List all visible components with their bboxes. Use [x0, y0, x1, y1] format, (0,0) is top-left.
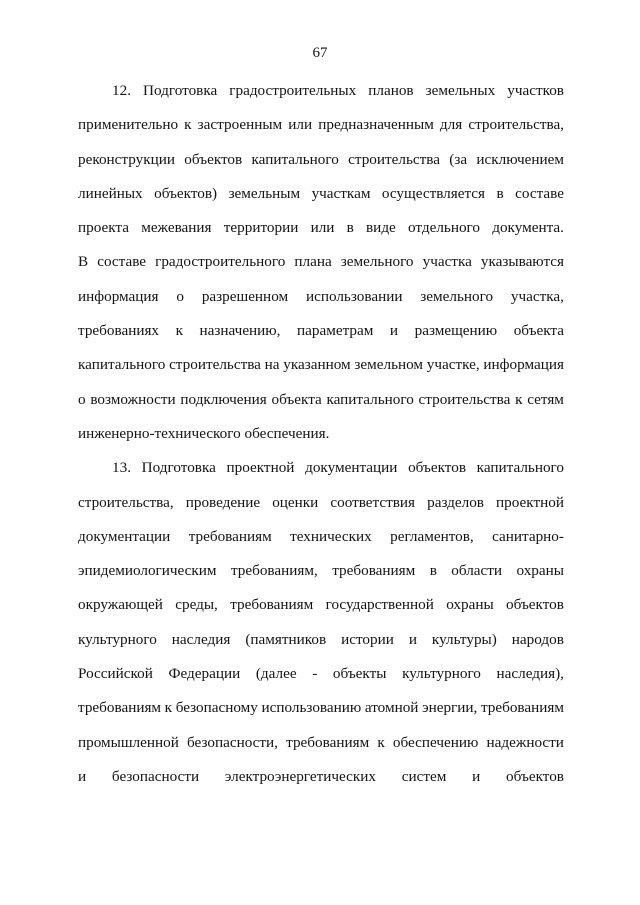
text-line: строительства, проведение оценки соответствия разделов проектной [78, 493, 564, 511]
text-line: документации требованиям технических регламентов, санитарно- [78, 527, 564, 545]
text-line: информация о разрешенном использовании земельного участка, [78, 287, 564, 305]
text-line: требованиям к безопасному использованию атомной энергии, требованиям [78, 699, 564, 717]
text-line: применительно к застроенным или предназначенным для строительства, [78, 116, 564, 134]
paragraph-12 [78, 80, 564, 457]
text-line: реконструкции объектов капитального строительства (за исключением [78, 150, 564, 168]
text-line: о возможности подключения объекта капитального строительства к сетям [78, 390, 564, 408]
text-line: В составе градостроительного плана земельного участка указываются [78, 253, 564, 271]
paragraph-13 [78, 457, 564, 800]
text-line: проекта межевания территории или в виде отдельного документа. [78, 219, 564, 237]
text-line: эпидемиологическим требованиям, требованиям в области охраны [78, 562, 564, 580]
text-line: требованиях к назначению, параметрам и размещению объекта [78, 322, 564, 340]
text-line: капитального строительства на указанном земельном участке, информация [78, 356, 564, 374]
text-line: Российской Федерации (далее - объекты культурного наследия), [78, 665, 564, 683]
text-line: промышленной безопасности, требованиям к обеспечению надежности [78, 733, 564, 751]
text-line: 12. Подготовка градостроительных планов земельных участков [112, 82, 564, 99]
text-line: линейных объектов) земельным участкам осуществляется в составе [78, 184, 564, 202]
document-body [78, 80, 564, 800]
text-line: инженерно-технического обеспечения. [78, 424, 330, 442]
page-number: 67 [312, 45, 328, 61]
text-line: 13. Подготовка проектной документации объектов капитального [112, 459, 564, 477]
text-line: окружающей среды, требованиям государственной охраны объектов [78, 596, 564, 614]
text-line: культурного наследия (памятников истории и культуры) народов [78, 630, 564, 648]
text-line: и безопасности электроэнергетических систем и объектов [78, 767, 564, 785]
